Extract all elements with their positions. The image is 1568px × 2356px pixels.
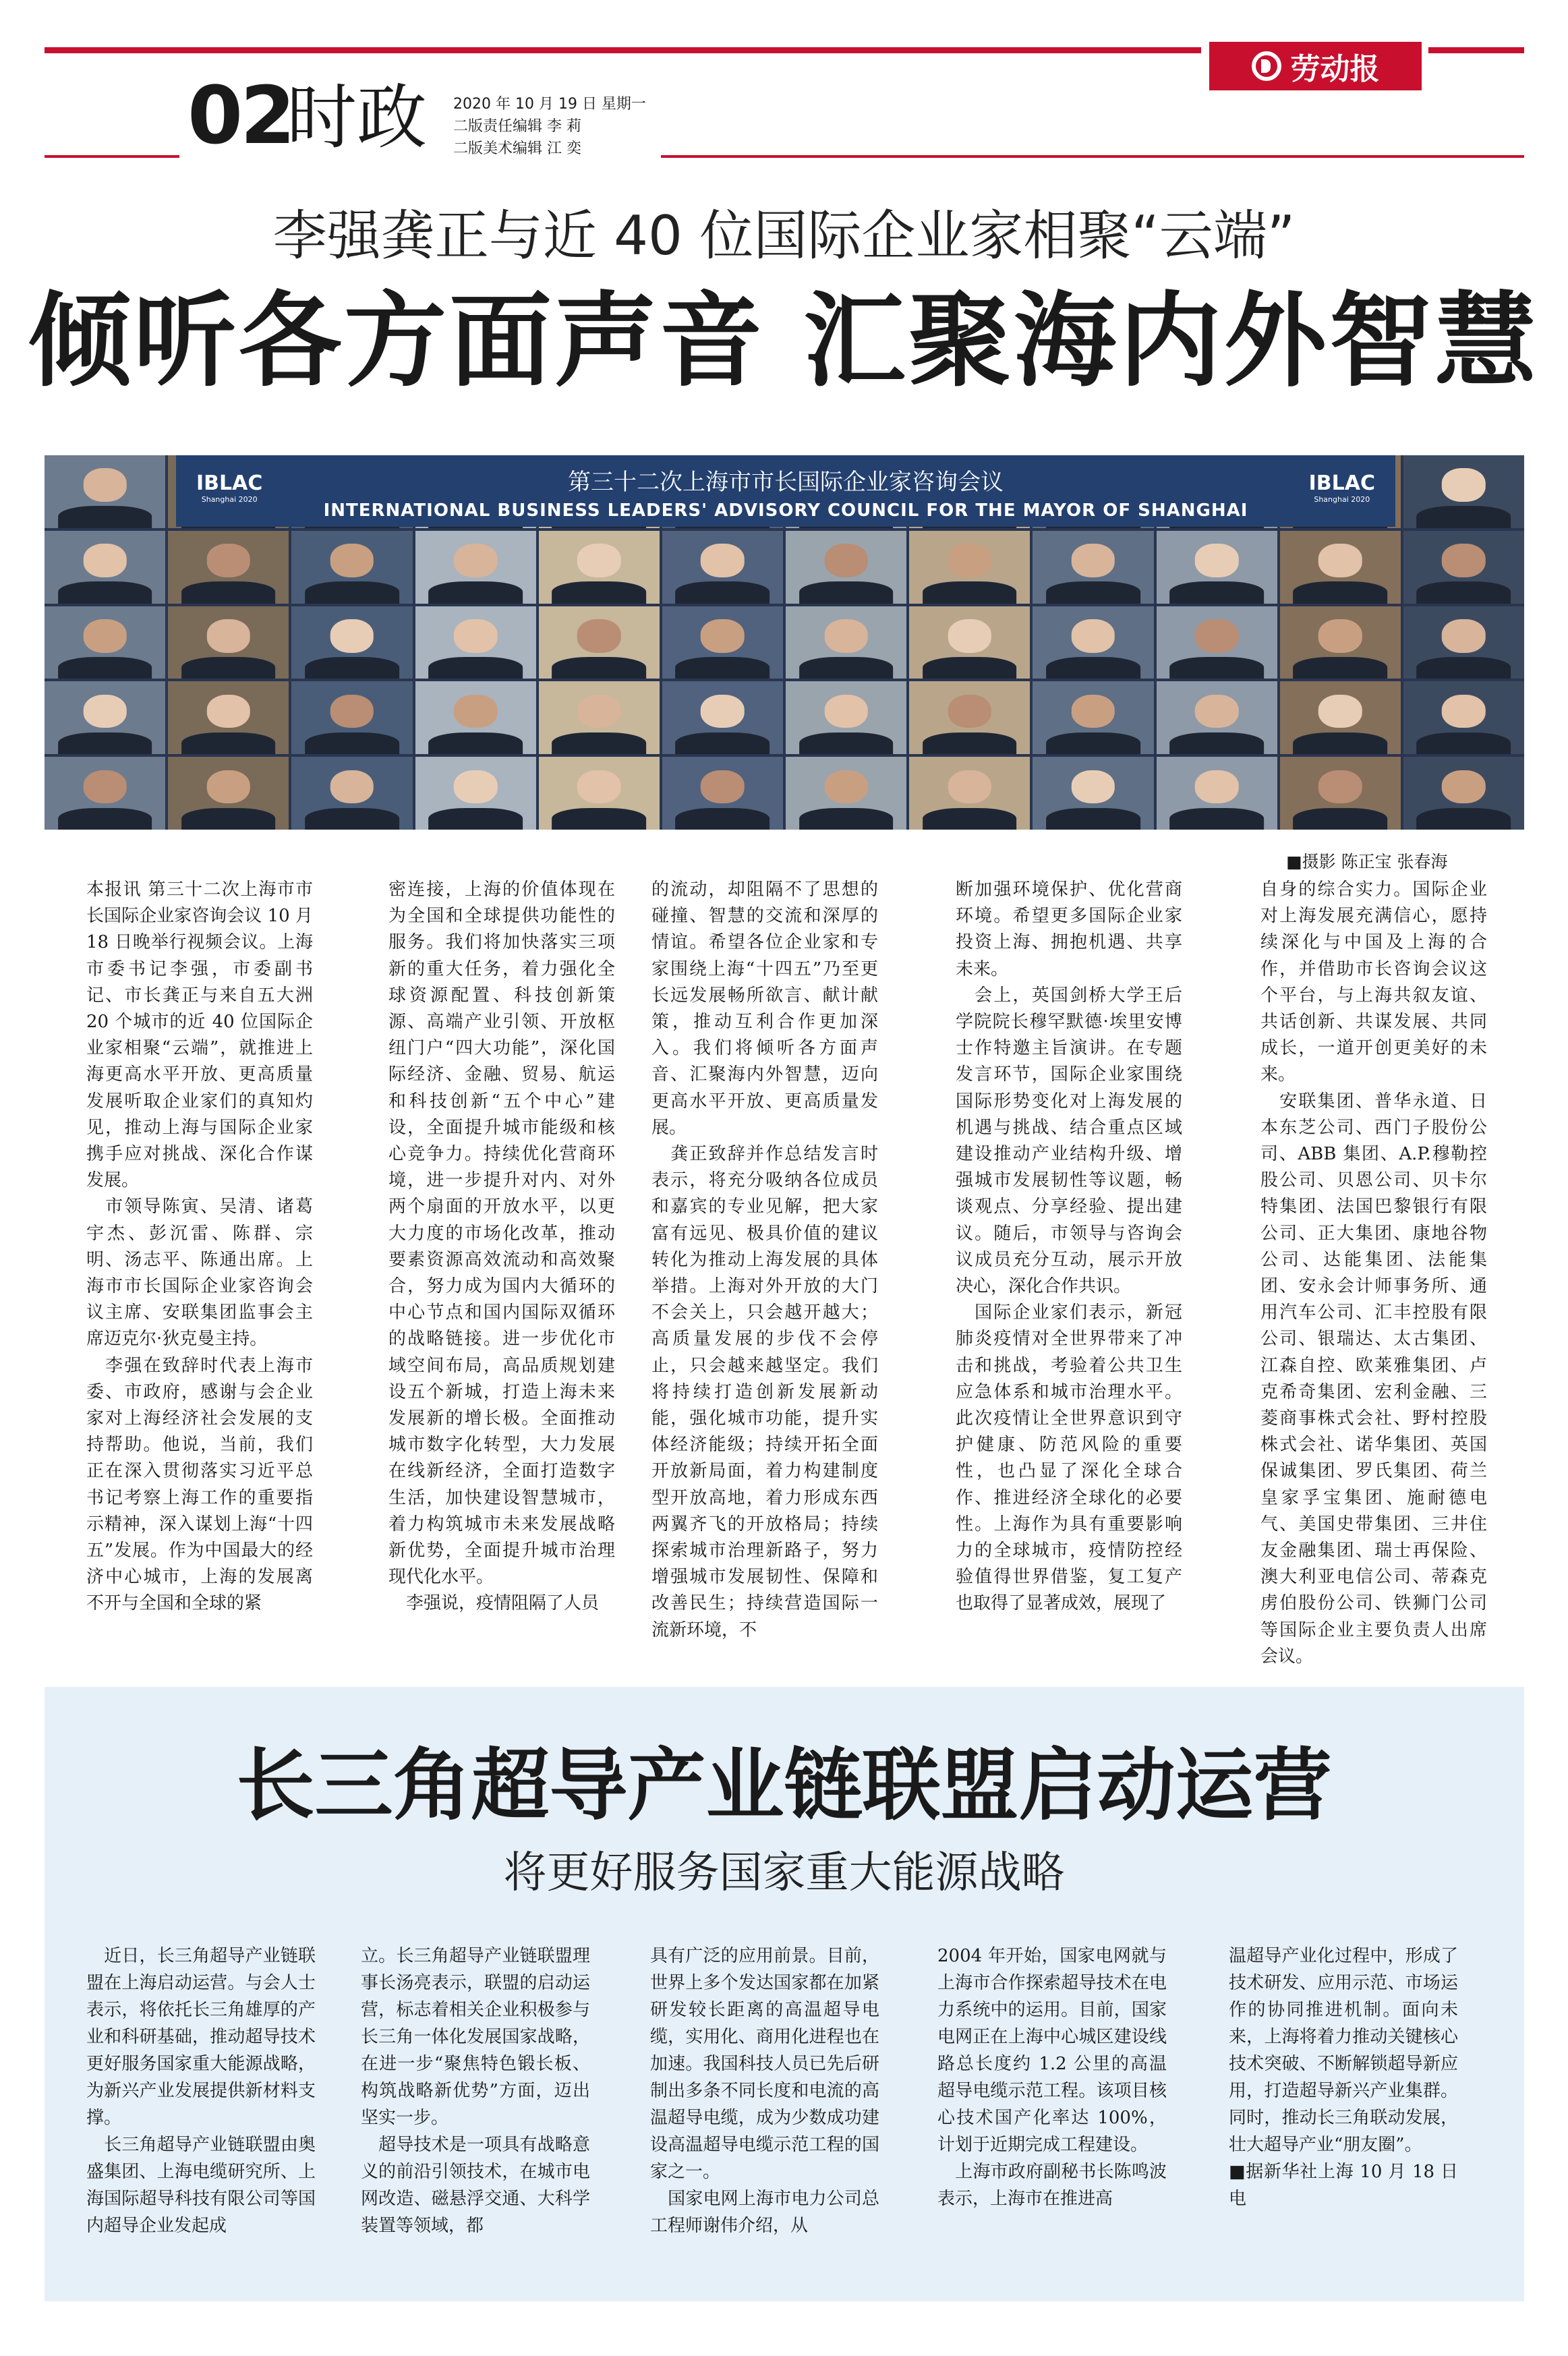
participant-head bbox=[206, 695, 250, 728]
participant-body bbox=[799, 808, 894, 830]
participant-body bbox=[1293, 732, 1387, 754]
participant-body bbox=[305, 581, 399, 603]
second-story-body bbox=[86, 1943, 1523, 2266]
participant-tile bbox=[1280, 531, 1401, 604]
participant-body bbox=[923, 581, 1017, 603]
participant-body bbox=[58, 808, 152, 830]
participant-tile bbox=[168, 606, 289, 679]
participant-head bbox=[1318, 770, 1362, 804]
participant-body bbox=[58, 506, 152, 527]
lead-column-1: 本报讯 第三十二次上海市市长国际企业家咨询会议 10 月 18 日晚举行视频会议。上海市委书记李强，市委副书记、市长龚正与来自五大洲 20 个城市的近 40 位国际企业家相聚“云端”，就推进上海更高水平开放、更高质量发展听取企业家们的真知灼见，推动上海与国际企业家携手应对挑战、深化合作谋发展。 市领导陈寅、吴清、诸葛宇杰、彭沉雷、陈群、宗明、汤志平、陈通出席。上海市市长国际企业家咨询会议主席、安联集团监事会主席迈克尔·狄克曼主持。 李强在致辞时代表上海市委、市政府，感谢与会企业家对上海经济社会发展的支持帮助。他说，当前，我们正在深入贯彻落实习近平总书记考察上海工作的重要指示精神，深入谋划上海“十四五”发展。作为中国最大的经济中心城市，上海的发展离不开与全国和全球的紧 bbox=[86, 880, 313, 1614]
art-editor-line: 二版美术编辑 江 奕 bbox=[453, 140, 581, 157]
participant-tile bbox=[786, 681, 906, 754]
participant-body bbox=[799, 657, 894, 679]
participant-body bbox=[923, 657, 1017, 679]
participant-head bbox=[206, 619, 250, 653]
second-column-1: 近日，长三角超导产业链联盟在上海启动运营。与会人士表示，将依托长三角雄厚的产业和科研基础，推动超导技术更好服务国家重大能源战略，为新兴产业发展提供新材料支撑。 长三角超导产业链联盟由奥盛集团、上海电缆研究所、上海国际超导科技有限公司等国内超导企业发起成 bbox=[86, 1946, 316, 2236]
video-conference-photo bbox=[45, 455, 1524, 830]
participant-tile bbox=[662, 606, 783, 679]
participant-head bbox=[206, 544, 250, 577]
participant-body bbox=[1169, 808, 1264, 830]
participant-body bbox=[552, 732, 646, 754]
participant-tile bbox=[1157, 757, 1277, 830]
participant-head bbox=[206, 770, 250, 804]
participant-tile bbox=[662, 531, 783, 604]
participant-body bbox=[428, 657, 523, 679]
second-story-headline: 长三角超导产业链联盟启动运营 bbox=[236, 1740, 1332, 1831]
second-column-2: 立。长三角超导产业链联盟理事长汤亮表示，联盟的启动运营，标志着相关企业积极参与长三角一体化发展国家战略，在进一步“聚焦特色锻长板、构筑战略新优势”方面，迈出坚实一步。 超导技术是一项具有战略意义的前沿引领技术，在城市电网改造、磁悬浮交通、大科学装置等领域，都 bbox=[361, 1946, 590, 2236]
second-column-4: 2004 年开始，国家电网就与上海市合作探索超导技术在电力系统中的运用。目前，国家电网正在上海中心城区建设线路总长度约 1.2 公里的高温超导电缆示范工程。该项目核心技术国产化率达 100%，计划于近期完成工程建设。 上海市政府副秘书长陈鸣波表示，上海市在推进高 bbox=[937, 1946, 1167, 2209]
participant-tile bbox=[1403, 531, 1524, 604]
participant-tile bbox=[662, 757, 783, 830]
participant-body bbox=[58, 657, 152, 679]
participant-body bbox=[58, 581, 152, 603]
participant-head bbox=[948, 770, 991, 804]
participant-tile bbox=[45, 531, 165, 604]
participant-head bbox=[1072, 619, 1115, 653]
participant-body bbox=[1169, 732, 1264, 754]
participant-tile bbox=[1403, 681, 1524, 754]
participant-tile bbox=[1033, 757, 1153, 830]
participant-head bbox=[948, 544, 991, 577]
newspaper-logo-icon bbox=[1252, 51, 1281, 81]
participant-head bbox=[1442, 770, 1486, 804]
participant-head bbox=[824, 619, 867, 653]
lead-kicker: 李强龚正与近 40 位国际企业家相聚“云端” bbox=[272, 204, 1296, 267]
participant-head bbox=[454, 770, 497, 804]
participant-body bbox=[1169, 657, 1264, 679]
lead-column-4: 断加强环境保护、优化营商环境。希望更多国际企业家投资上海、拥抱机遇、共享未来。 会上，英国剑桥大学王后学院院长穆罕默德·埃里安博士作特邀主旨演讲。在专题发言环节，国际企业家围绕国际形势变化对上海发展的机遇与挑战、结合重点区域建设推动产业结构升级、增强城市发展韧性等议题，畅谈观点、分享经验、提出建议。随后，市领导与咨询会议成员充分互动，展示开放决心，深化合作共识。 国际企业家们表示，新冠肺炎疫情对全世界带来了冲击和挑战，考验着公共卫生应急体系和城市治理水平。此次疫情让全世界意识到守护健康、防范风险的重要性，也凸显了深化全球合作、推进经济全球化的必要性。上海作为具有重要影响力的全球城市，疫情防控经验值得世界借鉴，复工复产也取得了显著成效，展现了 bbox=[956, 880, 1182, 1614]
participant-head bbox=[1072, 544, 1115, 577]
participant-head bbox=[1195, 770, 1238, 804]
participant-tile bbox=[291, 531, 412, 604]
participant-body bbox=[1046, 657, 1140, 679]
participant-head bbox=[824, 544, 867, 577]
newspaper-name: 劳动报 bbox=[1290, 52, 1380, 86]
participant-head bbox=[701, 619, 745, 653]
participant-tile bbox=[539, 757, 660, 830]
participant-body bbox=[305, 732, 399, 754]
participant-head bbox=[454, 619, 497, 653]
participant-body bbox=[1417, 581, 1511, 603]
participant-head bbox=[1442, 695, 1486, 728]
participant-head bbox=[824, 770, 867, 804]
participant-head bbox=[1442, 619, 1486, 653]
participant-head bbox=[701, 544, 745, 577]
participant-body bbox=[1293, 581, 1387, 603]
participant-head bbox=[948, 695, 991, 728]
banner-title-en: INTERNATIONAL BUSINESS LEADERS' ADVISORY COUNCIL FOR THE MAYOR OF SHANGHAI bbox=[323, 500, 1248, 521]
second-column-3: 具有广泛的应用前景。目前，世界上多个发达国家都在加紧研发较长距离的高温超导电缆，实用化、商用化进程也在加速。我国科技人员已先后研制出多条不同长度和电流的高温超导电缆，成为少数成功建设高温超导电缆示范工程的国家之一。 国家电网上海市电力公司总工程师谢伟介绍，从 bbox=[650, 1946, 879, 2236]
photo-credit: ■摄影 陈正宝 张春海 bbox=[1286, 852, 1448, 871]
lead-column-5: 自身的综合实力。国际企业对上海发展充满信心，愿持续深化与中国及上海的合作，并借助市长咨询会议这个平台，与上海共叙友谊、共话创新、共谋发展、共同成长，一道开创更美好的未来。 安联集团、普华永道、日本东芝公司、西门子股份公司、ABB 集团、A.P.穆勒控股公司、贝恩公司、贝卡尔特集团、法国巴黎银行有限公司、正大集团、康地谷物公司、达能集团、法能集团、安永会计师事务所、通用汽车公司、汇丰控股有限公司、银瑞达、太古集团、江森自控、欧莱雅集团、卢克希奇集团、宏利金融、三菱商事株式会社、野村控股株式会社、诺华集团、英国保诚集团、罗氏集团、荷兰皇家孚宝集团、施耐德电气、美国史带集团、三井住友金融集团、瑞士再保险、澳大利亚电信公司、蒂森克虏伯股份公司、铁狮门公司等国际企业主要负责人出席会议。 bbox=[1260, 880, 1487, 1667]
participant-head bbox=[701, 770, 745, 804]
participant-tile bbox=[415, 681, 536, 754]
participant-body bbox=[1417, 808, 1511, 830]
participant-tile bbox=[539, 681, 660, 754]
participant-head bbox=[577, 619, 621, 653]
newspaper-logo bbox=[1209, 42, 1422, 90]
participant-head bbox=[1318, 695, 1362, 728]
participant-head bbox=[83, 619, 126, 653]
participant-tile bbox=[168, 757, 289, 830]
participant-body bbox=[676, 657, 770, 679]
participant-head bbox=[577, 695, 621, 728]
participant-tile bbox=[168, 531, 289, 604]
participant-head bbox=[701, 695, 745, 728]
participant-tile bbox=[786, 531, 906, 604]
participant-body bbox=[1046, 808, 1140, 830]
participant-body bbox=[1293, 657, 1387, 679]
participant-body bbox=[1417, 657, 1511, 679]
conference-banner bbox=[176, 455, 1395, 527]
participant-head bbox=[454, 544, 497, 577]
participant-body bbox=[552, 581, 646, 603]
participant-body bbox=[923, 808, 1017, 830]
participant-body bbox=[428, 808, 523, 830]
participant-body bbox=[1417, 732, 1511, 754]
participant-body bbox=[1417, 506, 1511, 527]
participant-head bbox=[1195, 619, 1238, 653]
participant-head bbox=[948, 619, 991, 653]
date-line: 2020 年 10 月 19 日 星期一 bbox=[453, 96, 646, 113]
page-number: 02 bbox=[187, 69, 293, 162]
section-rule-right bbox=[661, 155, 1524, 158]
participant-body bbox=[923, 732, 1017, 754]
participant-head bbox=[330, 619, 374, 653]
participant-body bbox=[181, 732, 276, 754]
participant-body bbox=[58, 732, 152, 754]
participant-tile bbox=[1033, 606, 1153, 679]
participant-body bbox=[799, 581, 894, 603]
participant-tile bbox=[1157, 606, 1277, 679]
participant-tile bbox=[1280, 681, 1401, 754]
participant-body bbox=[1046, 732, 1140, 754]
participant-tile bbox=[1157, 531, 1277, 604]
participant-tile bbox=[1280, 606, 1401, 679]
participant-head bbox=[83, 695, 126, 728]
participant-body bbox=[305, 808, 399, 830]
participant-head bbox=[577, 544, 621, 577]
participant-body bbox=[181, 657, 276, 679]
lead-headline: 倾听各方面声音 汇聚海内外智慧 bbox=[28, 281, 1540, 401]
participant-tile bbox=[1157, 681, 1277, 754]
participant-head bbox=[577, 770, 621, 804]
participant-tile bbox=[45, 606, 165, 679]
participant-head bbox=[1195, 544, 1238, 577]
participant-head bbox=[1318, 619, 1362, 653]
participant-body bbox=[676, 808, 770, 830]
participant-body bbox=[799, 732, 894, 754]
section-rule-left bbox=[45, 155, 179, 158]
lead-body bbox=[86, 877, 1523, 1667]
participant-tile bbox=[909, 531, 1030, 604]
participant-body bbox=[552, 808, 646, 830]
participant-head bbox=[1072, 770, 1115, 804]
participant-tile bbox=[786, 757, 906, 830]
participant-tile bbox=[539, 531, 660, 604]
participant-tile bbox=[1403, 455, 1524, 528]
section-title: 时政 bbox=[287, 76, 428, 159]
participant-head bbox=[83, 770, 126, 804]
editor-line: 二版责任编辑 李 莉 bbox=[453, 118, 581, 135]
iblac-logo-right: IBLAC Shanghai 2020 bbox=[1308, 471, 1375, 504]
participant-tile bbox=[45, 757, 165, 830]
participant-body bbox=[1046, 581, 1140, 603]
participant-head bbox=[1072, 695, 1115, 728]
participant-tile bbox=[1403, 757, 1524, 830]
participant-head bbox=[83, 544, 126, 577]
top-rule-right bbox=[1428, 47, 1524, 53]
participant-tile bbox=[168, 681, 289, 754]
participant-head bbox=[330, 770, 374, 804]
participant-head bbox=[824, 695, 867, 728]
participant-tile bbox=[291, 606, 412, 679]
iblac-logo-left: IBLAC Shanghai 2020 bbox=[196, 471, 263, 504]
participant-head bbox=[83, 468, 126, 502]
second-column-5: 温超导产业化过程中，形成了技术研发、应用示范、市场运作的协同推进机制。面向未来，上海将着力推动关键核心技术突破、不断解锁超导新应用，打造超导新兴产业集群。同时，推动长三角联动发展，壮大超导产业“朋友圈”。 ■据新华社上海 10 月 18 日电 bbox=[1229, 1946, 1458, 2209]
participant-body bbox=[181, 808, 276, 830]
participant-body bbox=[181, 581, 276, 603]
participant-head bbox=[330, 544, 374, 577]
participant-tile bbox=[45, 681, 165, 754]
participant-body bbox=[1169, 581, 1264, 603]
participant-head bbox=[1442, 468, 1486, 502]
participant-body bbox=[305, 657, 399, 679]
second-story-subheadline: 将更好服务国家重大能源战略 bbox=[503, 1848, 1065, 1898]
participant-head bbox=[1442, 544, 1486, 577]
participant-tile bbox=[1033, 681, 1153, 754]
participant-tile bbox=[291, 681, 412, 754]
participant-body bbox=[1293, 808, 1387, 830]
participant-body bbox=[676, 732, 770, 754]
participant-tile bbox=[1403, 606, 1524, 679]
participant-body bbox=[428, 732, 523, 754]
participant-tile bbox=[909, 757, 1030, 830]
participant-head bbox=[1318, 544, 1362, 577]
participant-tile bbox=[415, 757, 536, 830]
participant-body bbox=[676, 581, 770, 603]
edition-info bbox=[453, 93, 646, 160]
participant-tile bbox=[539, 606, 660, 679]
participant-tile bbox=[909, 681, 1030, 754]
participant-tile bbox=[1280, 757, 1401, 830]
participant-tile bbox=[786, 606, 906, 679]
participant-head bbox=[1195, 695, 1238, 728]
participant-tile bbox=[662, 681, 783, 754]
participant-tile bbox=[415, 531, 536, 604]
participant-tile bbox=[415, 606, 536, 679]
participant-head bbox=[454, 695, 497, 728]
lead-column-3: 的流动，却阻隔不了思想的碰撞、智慧的交流和深厚的情谊。希望各位企业家和专家围绕上海“十四五”乃至更长远发展畅所欲言、献计献策，推动互利合作更加深入。我们将倾听各方面声音、汇聚海内外智慧，迈向更高水平开放、更高质量发展。 龚正致辞并作总结发言时表示，将充分吸纳各位成员和嘉宾的专业见解，把大家富有远见、极具价值的建议转化为推动上海发展的具体举措。上海对外开放的大门不会关上，只会越开越大；高质量发展的步伐不会停止，只会越来越坚定。我们将持续打造创新发展新动能，强化城市功能，提升实体经济能级；持续开拓全面开放新局面，着力构建制度型开放高地，着力形成东西两翼齐飞的开放格局；持续探索城市治理新路子，努力增强城市发展韧性、保障和改善民生；持续营造国际一流新环境，不 bbox=[651, 880, 878, 1640]
participant-body bbox=[428, 581, 523, 603]
participant-tile bbox=[45, 455, 165, 528]
lead-column-2: 密连接，上海的价值体现在为全国和全球提供功能性的服务。我们将加快落实三项新的重大任务，着力强化全球资源配置、科技创新策源、高端产业引领、开放枢纽门户“四大功能”，深化国际经济、金融、贸易、航运和科技创新“五个中心”建设，全面提升城市能级和核心竞争力。持续优化营商环境，进一步提升对内、对外两个扇面的开放水平，以更大力度的市场化改革，推动要素资源高效流动和高效聚合，努力成为国内大循环的中心节点和国内国际双循环的战略链接。进一步优化市域空间布局，高品质规划建设五个新城，打造上海未来发展新的增长极。全面推动城市数字化转型，大力发展在线新经济，全面打造数字生活，加快建设智慧城市，着力构筑城市未来发展战略新优势，全面提升城市治理现代化水平。 李强说，疫情阻隔了人员 bbox=[388, 880, 615, 1614]
participant-head bbox=[330, 695, 374, 728]
participant-body bbox=[552, 657, 646, 679]
top-rule bbox=[45, 47, 1201, 53]
participant-tile bbox=[909, 606, 1030, 679]
participant-tile bbox=[291, 757, 412, 830]
banner-title-cn: 第三十二次上海市市长国际企业家咨询会议 bbox=[568, 469, 1004, 496]
participant-tile bbox=[1033, 531, 1153, 604]
